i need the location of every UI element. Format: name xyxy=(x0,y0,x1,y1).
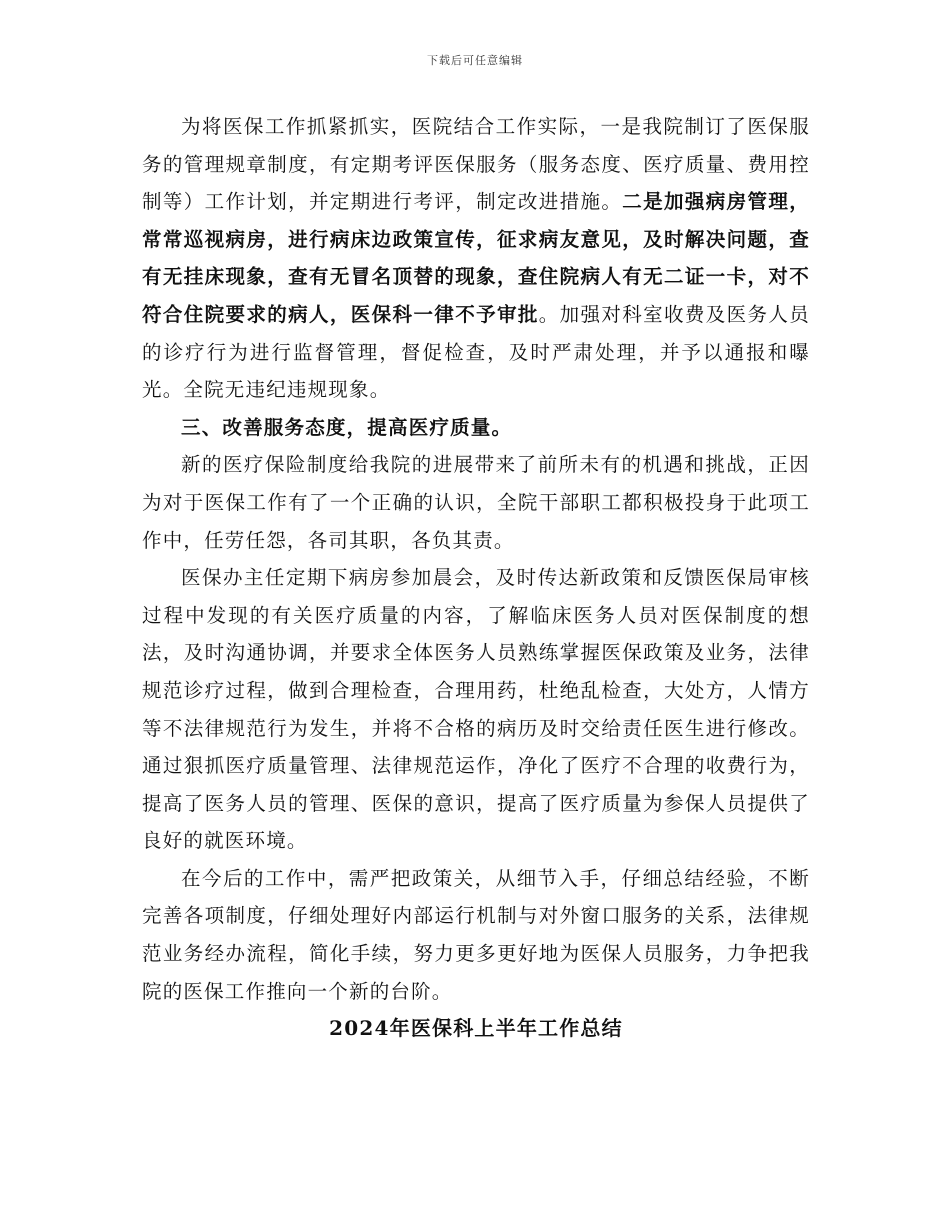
section-3-heading: 三、改善服务态度，提高医疗质量。 xyxy=(181,415,513,439)
paragraph-1 xyxy=(142,108,810,409)
paragraph-1-bold-text: 二是加强病房管理，常常巡视病房，进行病床边政策宣传，征求病友意见，及时解决问题，查有无挂床现象，查有无冒名顶替的现象，查住院病人有无二证一卡，对不符合住院要求的病人，医保科一律不予审批 xyxy=(142,190,810,326)
paragraph-3: 医保办主任定期下病房参加晨会，及时传达新政策和反馈医保局审核过程中发现的有关医疗质量的内容，了解临床医务人员对医保制度的想法，及时沟通协调，并要求全体医务人员熟练掌握医保政策及业务，法律规范诊疗过程，做到合理检查，合理用药，杜绝乱检查，大处方，人情方等不法律规范行为发生，并将不合格的病历及时交给责任医生进行修改。通过狠抓医疗质量管理、法律规范运作，净化了医疗不合理的收费行为，提高了医务人员的管理、医保的意识，提高了医疗质量为参保人员提供了良好的就医环境。 xyxy=(142,566,810,853)
document-title: 2024年医保科上半年工作总结 xyxy=(329,1016,623,1041)
document-body xyxy=(142,108,810,1048)
paragraph-1-text-a: 为将医保工作抓紧抓实，医院结合工作实际，一是我院制订了医保服务的管理规章制度，有定期考评医保服务（服务态度、医疗质量、费用控制等）工作计划，并定期进行考评，制定改进措施。 xyxy=(142,115,810,214)
paragraph-4: 在今后的工作中，需严把政策关，从细节入手，仔细总结经验，不断完善各项制度，仔细处理好内部运行机制与对外窗口服务的关系，法律规范业务经办流程，简化手续，努力更多更好地为医保人员服务，力争把我院的医保工作推向一个新的台阶。 xyxy=(142,866,810,1003)
paragraph-2: 新的医疗保险制度给我院的进展带来了前所未有的机遇和挑战，正因为对于医保工作有了一个正确的认识，全院干部职工都积极投身于此项工作中，任劳任怨，各司其职，各负其责。 xyxy=(142,453,810,552)
paragraph-1-text-b: 。加强对科室收费及医务人员的诊疗行为进行监督管理，督促检查，及时严肃处理，并予以通报和曝光。全院无违纪违规现象。 xyxy=(142,302,810,402)
header-note: 下载后可任意编辑 xyxy=(427,54,523,67)
